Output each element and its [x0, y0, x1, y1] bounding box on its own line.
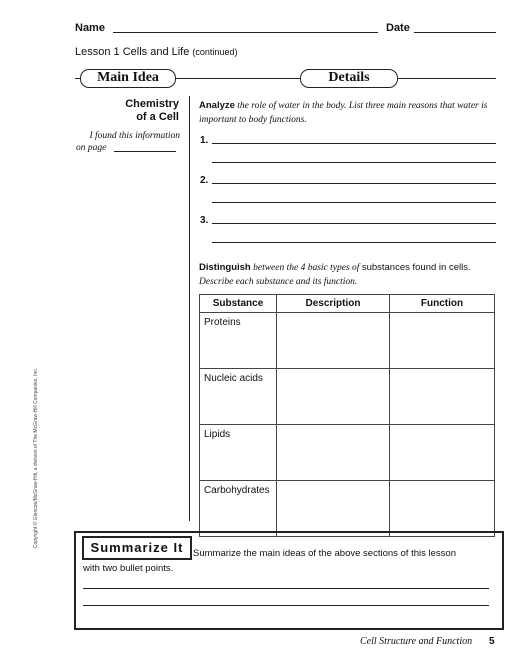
table-row [200, 425, 495, 481]
substance-cell: Proteins [200, 313, 277, 369]
substance-cell: Nucleic acids [200, 369, 277, 425]
table-header-description: Description [277, 295, 390, 313]
table-header-substance: Substance [200, 295, 277, 313]
analyze-prompt: Analyze the role of water in the body. List three main reasons that water is important to body functions. [199, 100, 488, 125]
description-cell[interactable] [277, 481, 390, 537]
table-row [200, 313, 495, 369]
details-header: Details [300, 69, 398, 88]
answer-number-2: 2. [200, 175, 209, 186]
page-number: 5 [489, 636, 495, 647]
substances-table [199, 294, 495, 537]
function-cell[interactable] [390, 369, 495, 425]
answer-number-3: 3. [200, 215, 209, 226]
function-cell[interactable] [390, 481, 495, 537]
name-label: Name [75, 22, 105, 34]
distinguish-prompt: Distinguish between the 4 basic types of substances found in cells. Describe each substance and its function. [199, 262, 471, 287]
substance-cell: Lipids [200, 425, 277, 481]
copyright-notice: Copyright © Glencoe/McGraw-Hill, a division of The McGraw-Hill Companies, Inc. [33, 367, 39, 549]
summarize-title: Summarize It [82, 536, 192, 560]
answer-line-2a[interactable] [212, 183, 496, 184]
description-cell[interactable] [277, 369, 390, 425]
description-cell[interactable] [277, 425, 390, 481]
table-header-row [200, 295, 495, 313]
answer-line-3a[interactable] [212, 223, 496, 224]
summary-line-2[interactable] [83, 605, 489, 606]
main-idea-heading: Chemistry of a Cell [125, 98, 179, 123]
date-line[interactable] [414, 32, 496, 33]
name-line[interactable] [113, 32, 378, 33]
substance-cell: Carbohydrates [200, 481, 277, 537]
answer-line-2b[interactable] [212, 202, 496, 203]
answer-line-1a[interactable] [212, 143, 496, 144]
lesson-title: Lesson 1 Cells and Life [75, 46, 190, 58]
summarize-prompt-2: with two bullet points. [83, 563, 174, 574]
summarize-prompt-1: Summarize the main ideas of the above sections of this lesson [193, 548, 456, 559]
table-row [200, 369, 495, 425]
footer-chapter: Cell Structure and Function [360, 636, 473, 647]
description-cell[interactable] [277, 313, 390, 369]
table-row [200, 481, 495, 537]
lesson-title-row [75, 46, 237, 58]
summary-line-1[interactable] [83, 588, 489, 589]
column-divider [189, 96, 190, 521]
answer-line-3b[interactable] [212, 242, 496, 243]
answer-number-1: 1. [200, 135, 209, 146]
main-idea-header: Main Idea [80, 69, 176, 88]
page-number-line[interactable] [114, 151, 176, 152]
function-cell[interactable] [390, 313, 495, 369]
answer-line-1b[interactable] [212, 162, 496, 163]
lesson-suffix: (continued) [192, 47, 238, 57]
table-header-function: Function [390, 295, 495, 313]
date-label: Date [386, 22, 410, 34]
found-info-note: I found this information on page [76, 131, 180, 153]
function-cell[interactable] [390, 425, 495, 481]
